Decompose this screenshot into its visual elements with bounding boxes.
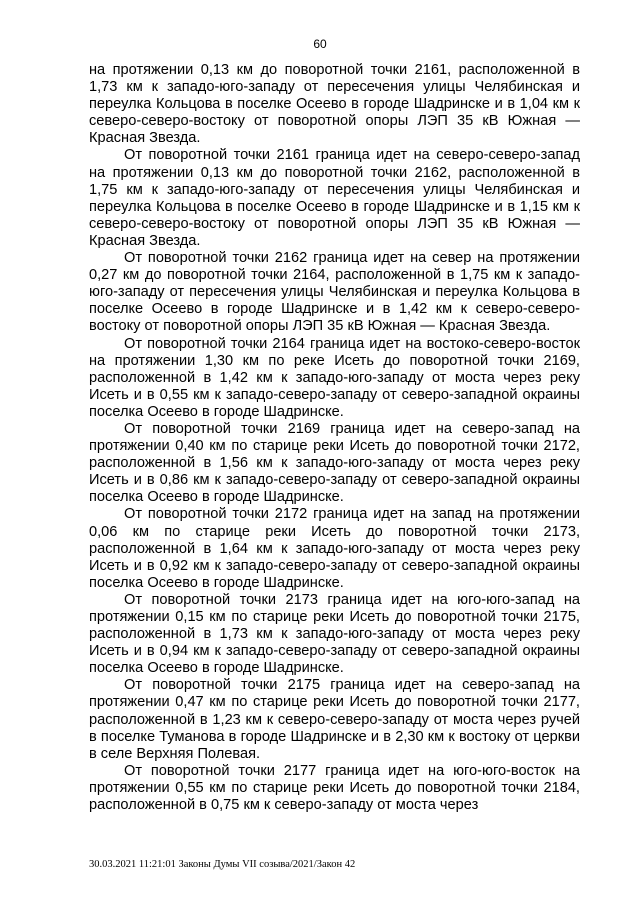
paragraph: От поворотной точки 2162 граница идет на север на протяжении 0,27 км до поворотной точки 2164, расположенной в 1,75 км к западо-юго-западу от пересечения улицы Челябинская и переулка Кольцова в поселке Осеево в городе Шадринске и в 1,42 км к северо-северо-востоку от поворотной опоры ЛЭП 35 кВ Южная — Красная Звезда. [89, 250, 580, 335]
document-footer: 30.03.2021 11:21:01 Законы Думы VII созыва/2021/Закон 42 [89, 859, 356, 870]
document-body [89, 62, 580, 814]
paragraph: От поворотной точки 2169 граница идет на северо-запад на протяжении 0,40 км по старице реки Исеть до поворотной точки 2172, расположенной в 1,56 км к западо-юго-западу от моста через реку Исеть и в 0,86 км к западо-северо-западу от северо-западной окраины поселка Осеево в городе Шадринске. [89, 420, 580, 506]
paragraph: От поворотной точки 2161 граница идет на северо-северо-запад на протяжении 0,13 км до поворотной точки 2162, расположенной в 1,75 км к западо-юго-западу от пересечения улицы Челябинская и переулка Кольцова в поселке Осеево в городе Шадринске и в 1,15 км к северо-северо-востоку от поворотной опоры ЛЭП 35 кВ Южная — Красная Звезда. [89, 147, 580, 249]
paragraph: От поворотной точки 2177 граница идет на юго-юго-восток на протяжении 0,55 км по старице реки Исеть до поворотной точки 2184, расположенной в 0,75 км к северо-западу от моста через [89, 762, 580, 814]
page-number: 60 [313, 37, 327, 51]
paragraph: От поворотной точки 2172 граница идет на запад на протяжении 0,06 км по старице реки Исеть до поворотной точки 2173, расположенной в 1,64 км к западо-юго-западу от моста через реку Исеть и в 0,92 км к западо-северо-западу от северо-западной окраины поселка Осеево в городе Шадринске. [89, 506, 580, 591]
paragraph: на протяжении 0,13 км до поворотной точки 2161, расположенной в 1,73 км к западо-юго-западу от пересечения улицы Челябинская и переулка Кольцова в поселке Осеево в городе Шадринске и в 1,04 км к северо-северо-востоку от поворотной опоры ЛЭП 35 кВ Южная — Красная Звезда. [89, 62, 580, 147]
paragraph: От поворотной точки 2164 граница идет на востоко-северо-восток на протяжении 1,30 км по реке Исеть до поворотной точки 2169, расположенной в 1,42 км к западо-юго-западу от моста через реку Исеть и в 0,55 км к западо-северо-западу от северо-западной окраины поселка Осеево в городе Шадринске. [89, 335, 580, 420]
paragraph: От поворотной точки 2173 граница идет на юго-юго-запад на протяжении 0,15 км по старице реки Исеть до поворотной точки 2175, расположенной в 1,73 км к западо-юго-западу от моста через реку Исеть и в 0,94 км к западо-северо-западу от северо-западной окраины поселка Осеево в городе Шадринске. [89, 591, 580, 677]
paragraph: От поворотной точки 2175 граница идет на северо-запад на протяжении 0,47 км по старице реки Исеть до поворотной точки 2177, расположенной в 1,23 км к северо-северо-западу от моста через ручей в поселке Туманова в городе Шадринске и в 2,30 км к востоку от церкви в селе Верхняя Полевая. [89, 677, 580, 762]
